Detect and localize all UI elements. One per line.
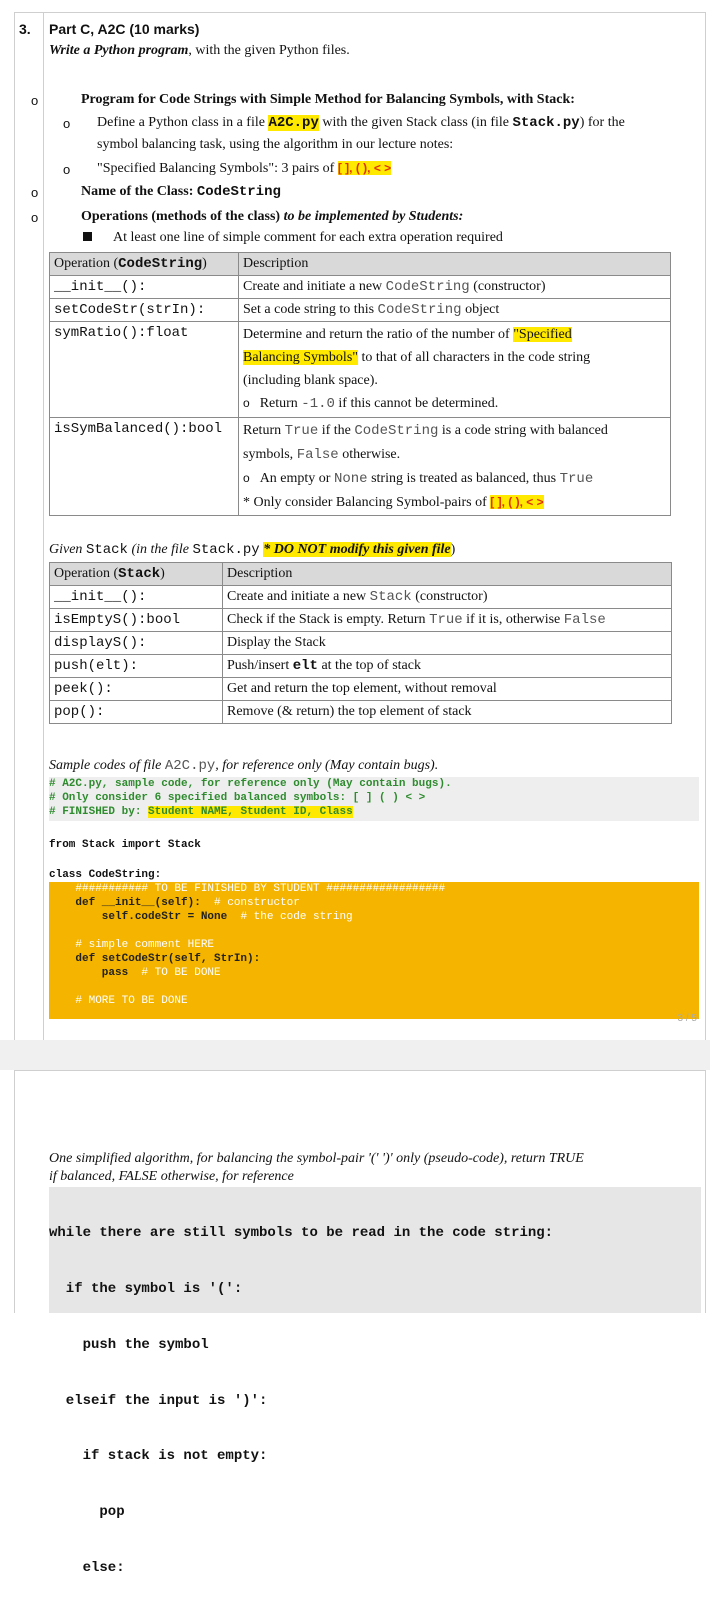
op-isempty: isEmptyS():bool	[50, 609, 223, 632]
desc-issymbalanced	[239, 418, 671, 516]
desc-code: Stack	[369, 589, 412, 605]
define-line-1	[97, 115, 625, 131]
desc-text: is a code string with balanced	[438, 423, 608, 438]
code-blank	[49, 980, 699, 994]
sample-title	[49, 758, 438, 774]
desc-text: Set a code string to this	[243, 302, 378, 317]
algo-description-2: if balanced, FALSE otherwise, for reference	[49, 1169, 294, 1184]
desc-code: CodeString	[377, 302, 462, 318]
class-name: CodeString	[196, 184, 281, 200]
bullet-circle-icon: o	[63, 162, 71, 177]
op-push: push(elt):	[50, 655, 223, 678]
code-text: def __init__(self):	[49, 897, 215, 909]
algo-description-1: One simplified algorithm, for balancing the symbol-pair '(' ')' only (pseudo-code), return TRUE	[49, 1151, 584, 1166]
desc-text: An empty or	[259, 471, 334, 486]
codestring-operations-table	[49, 252, 671, 516]
desc-stack-init	[223, 586, 672, 609]
program-title: Program for Code Strings with Simple Method for Balancing Symbols, with Stack:	[81, 92, 575, 107]
desc-text: object	[461, 302, 500, 317]
define-text-c: ) for the	[579, 115, 625, 130]
table-row	[50, 632, 672, 655]
op-pop: pop():	[50, 701, 223, 724]
desc-code: -1.0	[301, 396, 335, 412]
desc-text: to that of all characters in the code string	[358, 350, 591, 365]
specified-prefix: "Specified Balancing Symbols": 3 pairs of	[97, 161, 338, 176]
title-text: Part C, A2C (10 marks)	[49, 21, 200, 37]
desc-text: if the	[318, 423, 355, 438]
code-line	[49, 966, 699, 980]
header-op-end: )	[202, 256, 207, 271]
pseudo-line: if the symbol is '(':	[49, 1280, 243, 1297]
desc-code: False	[563, 612, 606, 628]
desc-text: string is treated as balanced, thus	[367, 471, 560, 486]
stack-operations-table	[49, 562, 672, 724]
desc-text: Return	[259, 396, 302, 411]
header-op-text: Operation (	[54, 256, 119, 271]
desc-text: otherwise.	[338, 447, 401, 462]
operations-label: Operations (methods of the class)	[81, 209, 284, 224]
table-header-description: Description	[239, 253, 671, 276]
table-header-operation	[50, 563, 223, 586]
desc-text: Create and initiate a new	[243, 279, 386, 294]
code-line: ########### TO BE FINISHED BY STUDENT ##################	[49, 883, 446, 895]
desc-code: True	[284, 423, 319, 439]
desc-code: elt	[292, 658, 318, 674]
desc-highlight: "Specified	[513, 327, 572, 342]
pseudo-line: pop	[49, 1504, 125, 1521]
table-header-description: Description	[223, 563, 672, 586]
pseudo-line: else:	[49, 1559, 125, 1576]
table-row	[50, 276, 671, 299]
question-number: 3.	[19, 21, 31, 37]
sample-comments-block	[49, 777, 699, 821]
desc-code: True	[429, 612, 463, 628]
comment-note: At least one line of simple comment for each extra operation required	[113, 230, 503, 245]
desc-code: CodeString	[385, 279, 470, 295]
symbols-highlight: [ ], ( ), < >	[490, 495, 544, 509]
bullet-circle-icon: o	[243, 471, 250, 485]
desc-pop: Remove (& return) the top element of stack	[223, 701, 672, 724]
desc-text: * Only consider Balancing Symbol-pairs of	[243, 495, 491, 510]
question-title	[49, 21, 199, 37]
desc-init	[239, 276, 671, 299]
desc-symratio	[239, 322, 671, 418]
desc-text: Determine and return the ratio of the number of	[243, 327, 514, 342]
header-op-code: Stack	[118, 566, 161, 582]
op-stack-init: __init__():	[50, 586, 223, 609]
desc-text: symbols,	[243, 447, 297, 462]
desc-text: (constructor)	[411, 589, 488, 604]
desc-code: None	[333, 471, 368, 487]
table-row	[50, 655, 672, 678]
given-middle: (in the file	[127, 542, 193, 557]
desc-text: Create and initiate a new	[227, 589, 370, 604]
class-name-line	[81, 184, 281, 200]
given-stack: Stack	[85, 542, 128, 558]
intro-prefix: Write a Python program	[49, 43, 189, 58]
code-comment: # A2C.py, sample code, for reference only (May contain bugs).	[49, 778, 452, 790]
op-init: __init__():	[50, 276, 239, 299]
code-line: def setCodeStr(self, StrIn):	[49, 953, 261, 965]
table-row	[50, 299, 671, 322]
page-separator	[0, 1040, 710, 1070]
table-row	[50, 586, 672, 609]
table-row	[50, 701, 672, 724]
table-row	[50, 678, 672, 701]
op-issymbalanced: isSymBalanced():bool	[50, 418, 239, 516]
table-row	[50, 418, 671, 516]
desc-setcodestr	[239, 299, 671, 322]
code-comment	[49, 805, 699, 819]
code-blank	[49, 924, 699, 938]
op-peek: peek():	[50, 678, 223, 701]
desc-highlight: Balancing Symbols"	[243, 350, 358, 365]
a2c-file-highlight: A2C.py	[268, 115, 319, 131]
stack-file: Stack.py	[512, 115, 580, 131]
specified-symbols-line	[97, 161, 391, 177]
code-comment: # Only consider 6 specified balanced symbols: [ ] ( ) < >	[49, 792, 426, 804]
sample-title-b: , for reference only (May contain bugs).	[215, 758, 439, 773]
define-line-2: symbol balancing task, using the algorithm in our lecture notes:	[97, 137, 454, 152]
desc-text: if this cannot be determined.	[334, 396, 499, 411]
bullet-circle-icon: o	[243, 396, 250, 410]
code-comment: # constructor	[214, 897, 300, 909]
page-4	[14, 1070, 706, 1576]
desc-push	[223, 655, 672, 678]
sample-title-code: A2C.py	[164, 758, 216, 774]
specified-symbols-highlight: [ ], ( ), < >	[337, 161, 392, 175]
margin-divider	[43, 13, 44, 1040]
header-op-end: )	[160, 566, 165, 581]
given-prefix: Given	[49, 542, 86, 557]
operations-line	[81, 209, 463, 225]
table-header-operation	[50, 253, 239, 276]
bullet-circle-icon: o	[63, 116, 71, 131]
desc-peek: Get and return the top element, without removal	[223, 678, 672, 701]
op-symratio: symRatio():float	[50, 322, 239, 418]
op-setcodestr: setCodeStr(strIn):	[50, 299, 239, 322]
operations-italic: to be implemented by Students:	[283, 209, 464, 224]
code-comment: # the code string	[240, 911, 353, 923]
define-text-b: with the given Stack class (in file	[318, 115, 513, 130]
pseudo-line: elseif the input is ')':	[49, 1392, 268, 1409]
desc-code: False	[296, 447, 339, 463]
code-line	[49, 910, 699, 924]
pseudo-line: push the symbol	[49, 1336, 209, 1353]
desc-isempty	[223, 609, 672, 632]
page-3	[14, 12, 706, 1040]
class-name-label: Name of the Class:	[81, 184, 197, 199]
pseudo-code-block	[49, 1187, 701, 1576]
desc-displays: Display the Stack	[223, 632, 672, 655]
student-code-block	[49, 882, 699, 1019]
bullet-circle-icon: o	[31, 210, 39, 225]
desc-code: True	[559, 471, 594, 487]
code-text: self.codeStr = None	[49, 911, 241, 923]
code-comment: # TO BE DONE	[141, 967, 221, 979]
define-text-a: Define a Python class in a file	[97, 115, 269, 130]
op-displays: displayS():	[50, 632, 223, 655]
desc-text: Push/insert	[227, 658, 293, 673]
header-op-text: Operation (	[54, 566, 119, 581]
student-info-highlight: Student NAME, Student ID, Class	[148, 806, 353, 818]
intro-suffix: , with the given Python files.	[188, 43, 350, 58]
header-op-code: CodeString	[118, 256, 203, 272]
desc-code: CodeString	[354, 423, 439, 439]
given-file: Stack.py	[192, 542, 260, 558]
code-line	[49, 896, 699, 910]
table-row	[50, 322, 671, 418]
code-class-line: class CodeString:	[49, 869, 162, 881]
given-end: )	[450, 542, 456, 557]
table-row	[50, 609, 672, 632]
code-comment: # simple comment HERE	[49, 939, 215, 951]
page-number: 3 / 5	[677, 1013, 697, 1024]
code-text: pass	[49, 967, 142, 979]
do-not-modify-warning: * DO NOT modify this given file	[263, 542, 451, 557]
pseudo-line: if stack is not empty:	[49, 1448, 268, 1465]
code-comment: # MORE TO BE DONE	[49, 995, 188, 1007]
sample-title-a: Sample codes of file	[49, 758, 165, 773]
desc-text: Check if the Stack is empty. Return	[227, 612, 430, 627]
desc-text: if it is, otherwise	[462, 612, 564, 627]
question-intro	[49, 43, 350, 59]
code-import-line: from Stack import Stack	[49, 839, 201, 851]
desc-text: at the top of stack	[317, 658, 421, 673]
bullet-circle-icon: o	[31, 93, 39, 108]
square-bullet-icon	[83, 232, 92, 241]
desc-text: (constructor)	[469, 279, 546, 294]
bullet-circle-icon: o	[31, 185, 39, 200]
desc-text: Return	[243, 423, 285, 438]
given-stack-line	[49, 542, 455, 558]
pseudo-line: while there are still symbols to be read in the code string:	[49, 1225, 554, 1242]
desc-text: (including blank space).	[243, 373, 378, 388]
code-comment-a: # FINISHED by:	[49, 806, 149, 818]
